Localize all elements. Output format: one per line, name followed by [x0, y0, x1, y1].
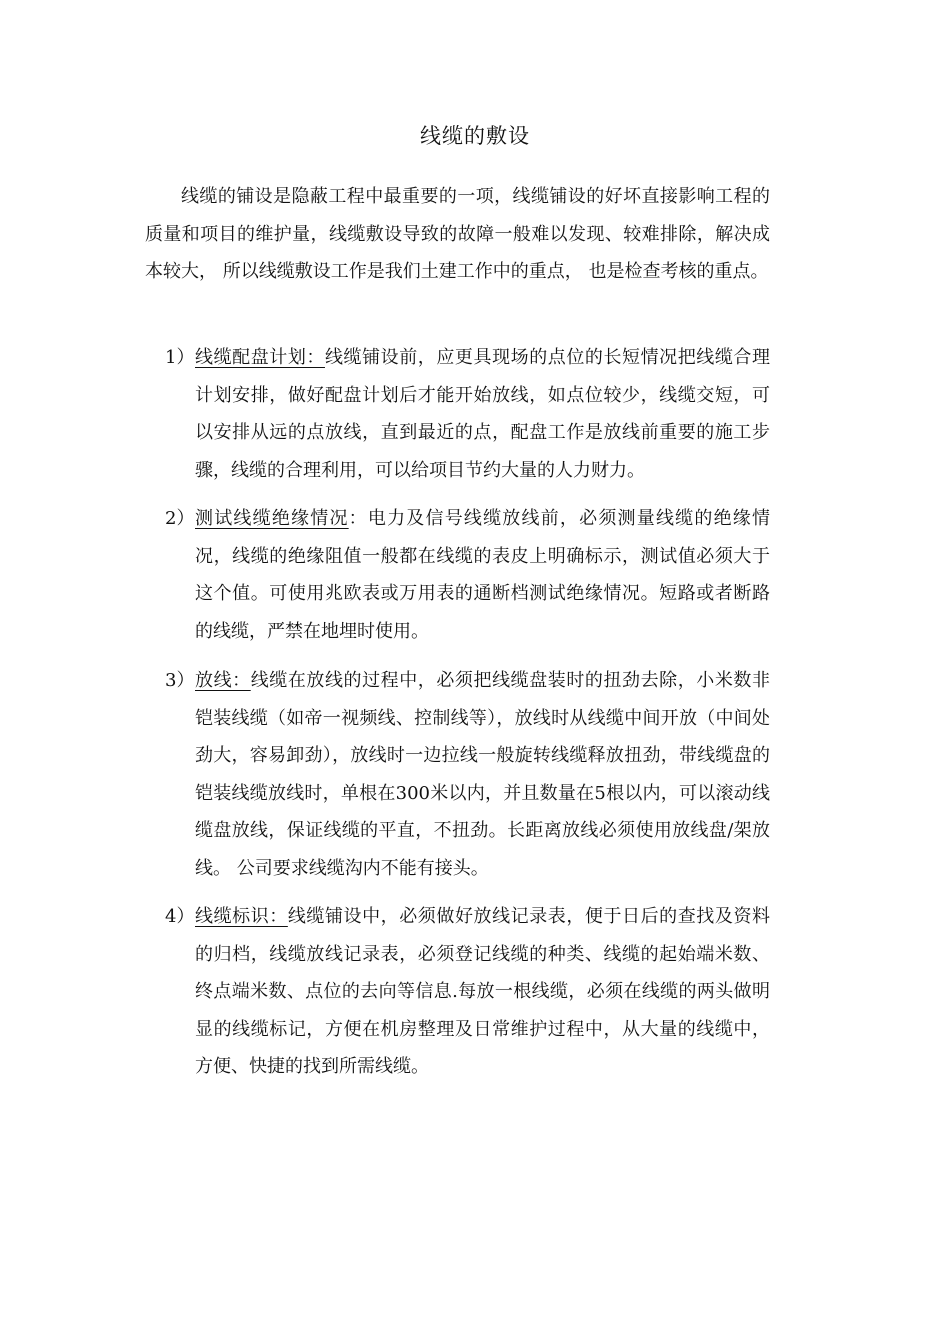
list-item — [165, 500, 770, 650]
list-item — [165, 898, 770, 1086]
item-heading: 放线： — [195, 670, 251, 691]
item-number: 3） — [165, 670, 195, 691]
document-title: 线缆的敷设 — [420, 124, 530, 148]
item-text — [195, 662, 770, 887]
list-item — [165, 662, 770, 887]
item-heading: 线缆配盘计划： — [195, 347, 325, 368]
item-text — [195, 500, 770, 650]
item-number: 4） — [165, 906, 195, 927]
list-item — [165, 339, 770, 489]
item-body: 线缆铺设前，应更具现场的点位的长短情况把线缆合理计划安排，做好配盘计划后才能开始放线，如点位较少，线缆交短，可以安排从远的点放线，直到最近的点，配盘工作是放线前重要的施工步骤，线缆的合理利用，可以给项目节约大量的人力财力。 — [195, 347, 770, 481]
item-number: 1） — [165, 347, 195, 368]
item-heading: 测试线缆绝缘情况 — [195, 508, 349, 529]
item-text — [195, 339, 770, 489]
item-body: ：电力及信号线缆放线前，必须测量线缆的绝缘情况，线缆的绝缘阻值一般都在线缆的表皮上明确标示，测试值必须大于这个值。可使用兆欧表或万用表的通断档测试绝缘情况。短路或者断路的线缆，严禁在地埋时使用。 — [195, 508, 770, 642]
item-body: 线缆铺设中，必须做好放线记录表，便于日后的查找及资料的归档，线缆放线记录表，必须登记线缆的种类、线缆的起始端米数、终点端米数、点位的去向等信息.每放一根线缆，必须在线缆的两头做明显的线缆标记，方便在机房整理及日常维护过程中，从大量的线缆中，方便、快捷的找到所需线缆。 — [195, 906, 771, 1077]
item-number: 2） — [165, 508, 195, 529]
item-heading: 线缆标识： — [195, 906, 288, 927]
intro-paragraph: 线缆的铺设是隐蔽工程中最重要的一项，线缆铺设的好坏直接影响工程的质量和项目的维护量，线缆敷设导致的故障一般难以发现、较难排除，解决成本较大， 所以线缆敷设工作是我们土建工作中的重点， 也是检查考核的重点。 — [145, 186, 770, 282]
item-text — [195, 898, 770, 1086]
item-body: 线缆在放线的过程中，必须把线缆盘装时的扭劲去除，小米数非铠装线缆（如帝一视频线、控制线等），放线时从线缆中间开放（中间处劲大，容易卸劲），放线时一边拉线一般旋转线缆释放扭劲，带线缆盘的铠装线缆放线时，单根在300米以内，并且数量在5根以内，可以滚动线缆盘放线，保证线缆的平直，不扭劲。长距离放线必须使用放线盘/架放线。 公司要求线缆沟内不能有接头。 — [195, 670, 771, 879]
